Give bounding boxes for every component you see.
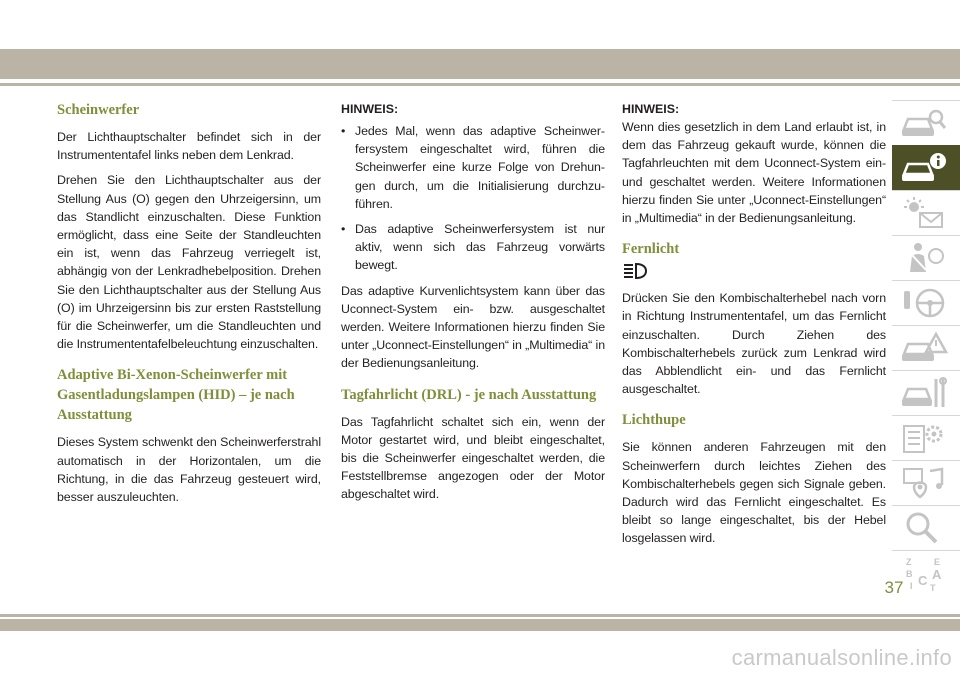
index-letter: C xyxy=(918,573,928,588)
column-right xyxy=(622,100,886,555)
tab-car-info[interactable] xyxy=(892,145,960,190)
chapter-sidebar xyxy=(892,100,960,599)
high-beam-icon xyxy=(622,261,648,281)
note-label: HINWEIS: xyxy=(341,102,399,116)
header-rule xyxy=(0,83,960,86)
car-search-icon xyxy=(900,105,948,141)
paragraph: Drücken Sie den Kombischalterhebel nach vorn in Richtung Instrumententafel, um das Fernlicht einzuschalten. Durch Ziehen des Kombischalterhebels zurück zum Lenkrad wird das Abblendlicht ein- und das Fernlicht ausgeschaltet. xyxy=(622,291,886,397)
search-icon xyxy=(900,510,948,546)
paragraph: Der Lichthauptschalter befindet sich in der Instrumententafel links neben dem Lenkrad. xyxy=(57,130,321,163)
tab-search[interactable] xyxy=(892,505,960,550)
heading-fernlicht: Fernlicht xyxy=(622,241,680,258)
tab-technical-data[interactable] xyxy=(892,415,960,460)
tab-multimedia[interactable] xyxy=(892,460,960,505)
car-info-icon xyxy=(900,150,948,186)
multimedia-icon xyxy=(900,465,948,501)
note-label: HINWEIS: xyxy=(622,102,680,116)
heading-tagfahrlicht: Tagfahrlicht (DRL) - je nach Ausstattung xyxy=(341,386,597,403)
index-letter: B xyxy=(906,569,913,579)
seatbelt-airbag-icon xyxy=(900,240,948,276)
warning-light-mail-icon xyxy=(900,195,948,231)
index-letter: E xyxy=(934,557,941,567)
note-bullet-list xyxy=(341,122,605,275)
heading-lichthupe: Lichthupe xyxy=(622,412,686,429)
header-band xyxy=(0,49,960,79)
tab-starting-operating[interactable] xyxy=(892,280,960,325)
index-letter: A xyxy=(932,567,942,582)
tab-emergency[interactable] xyxy=(892,325,960,370)
index-letter: Z xyxy=(906,557,912,567)
steering-wheel-icon xyxy=(900,285,948,321)
list-item: • Jedes Mal, wenn das adaptive Scheinwerfersystem eingeschaltet wird, führen die Scheinwerfer eine kurze Folge von Drehungen durch, um die Initialisierung durchzuführen. xyxy=(341,122,605,213)
paragraph: Drehen Sie den Lichthauptschalter aus der Stellung Aus (O) gegen den Uhrzeigersinn, um das Standlicht einzuschalten. Diese Funktion ermöglicht, dass eine Seite der Standleuchten ein ist, wenn das Fahrzeug verriegelt ist, abhängig von der Lenkradhebelposition. Drehen Sie den Lichthauptschalter aus der Stellung Aus (O) im Uhrzeigersinn bis zur ersten Raststellung für die Scheinwerfer, um die Standleuchten und die Instrumententafelbeleuchtung einzuschalten. xyxy=(57,173,321,352)
tab-car-search[interactable] xyxy=(892,100,960,145)
paragraph: Das Tagfahrlicht schaltet sich ein, wenn der Motor gestartet wird, und bleibt eingeschaltet, bis die Scheinwerfer eingeschaltet werden, die Feststellbremse angezogen oder der Motor abgeschaltet wird. xyxy=(341,414,605,502)
heading-adaptive-xenon: Adaptive Bi-Xenon-Scheinwerfer mit Gasentladungslampen (HID) – je nach Ausstattung xyxy=(57,367,295,424)
footer-rule xyxy=(0,614,960,617)
car-tools-icon xyxy=(900,375,948,411)
column-left xyxy=(57,100,321,513)
list-item: • Das adaptive Scheinwerfersystem ist nur aktiv, wenn sich das Fahrzeug vorwärts bewegt. xyxy=(341,220,605,275)
note-text: Wenn dies gesetzlich in dem Land erlaubt ist, in dem das Fahrzeug gekauft wurde, können die Tagfahrleuchten mit dem Uconnect-System ein- und geschaltet werden. Weitere Informationen hierzu finden Sie unter „Uconnect-Einstellungen“ in „Multimedia“ in der Bedienungsanleitung. xyxy=(622,120,886,226)
heading-scheinwerfer: Scheinwerfer xyxy=(57,102,140,118)
paragraph: Sie können anderen Fahrzeugen mit den Scheinwerfern durch leichtes Ziehen des Kombischalterhebels gegen sich Signale geben. Dadurch wird das Fernlicht eingeschaltet. Es bleibt so lange eingeschaltet, bis der Hebel losgelassen wird. xyxy=(622,440,886,546)
paragraph: Dieses System schwenkt den Scheinwerferstrahl automatisch in der Horizontalen, um die Richtung, in die das Fahrzeug gesteuert wird, besser auszuleuchten. xyxy=(57,435,321,505)
column-middle xyxy=(341,100,605,511)
tab-service[interactable] xyxy=(892,370,960,415)
footer-band xyxy=(0,619,960,631)
tab-safety[interactable] xyxy=(892,235,960,280)
specs-gear-icon xyxy=(900,420,948,456)
car-warning-icon xyxy=(900,330,948,366)
paragraph: Das adaptive Kurvenlichtsystem kann über das Uconnect-System ein- bzw. ausgeschaltet werden. Weitere Informationen hierzu finden Sie unter „Uconnect-Einstellungen“ in „Multimedia“ in der Bedienungsanleitung. xyxy=(341,283,605,371)
index-letter: T xyxy=(930,583,936,593)
index-letter: I xyxy=(910,581,913,591)
page-number: 37 xyxy=(884,578,904,597)
watermark: carmanualsonline.info xyxy=(731,645,952,670)
tab-warning-lights[interactable] xyxy=(892,190,960,235)
